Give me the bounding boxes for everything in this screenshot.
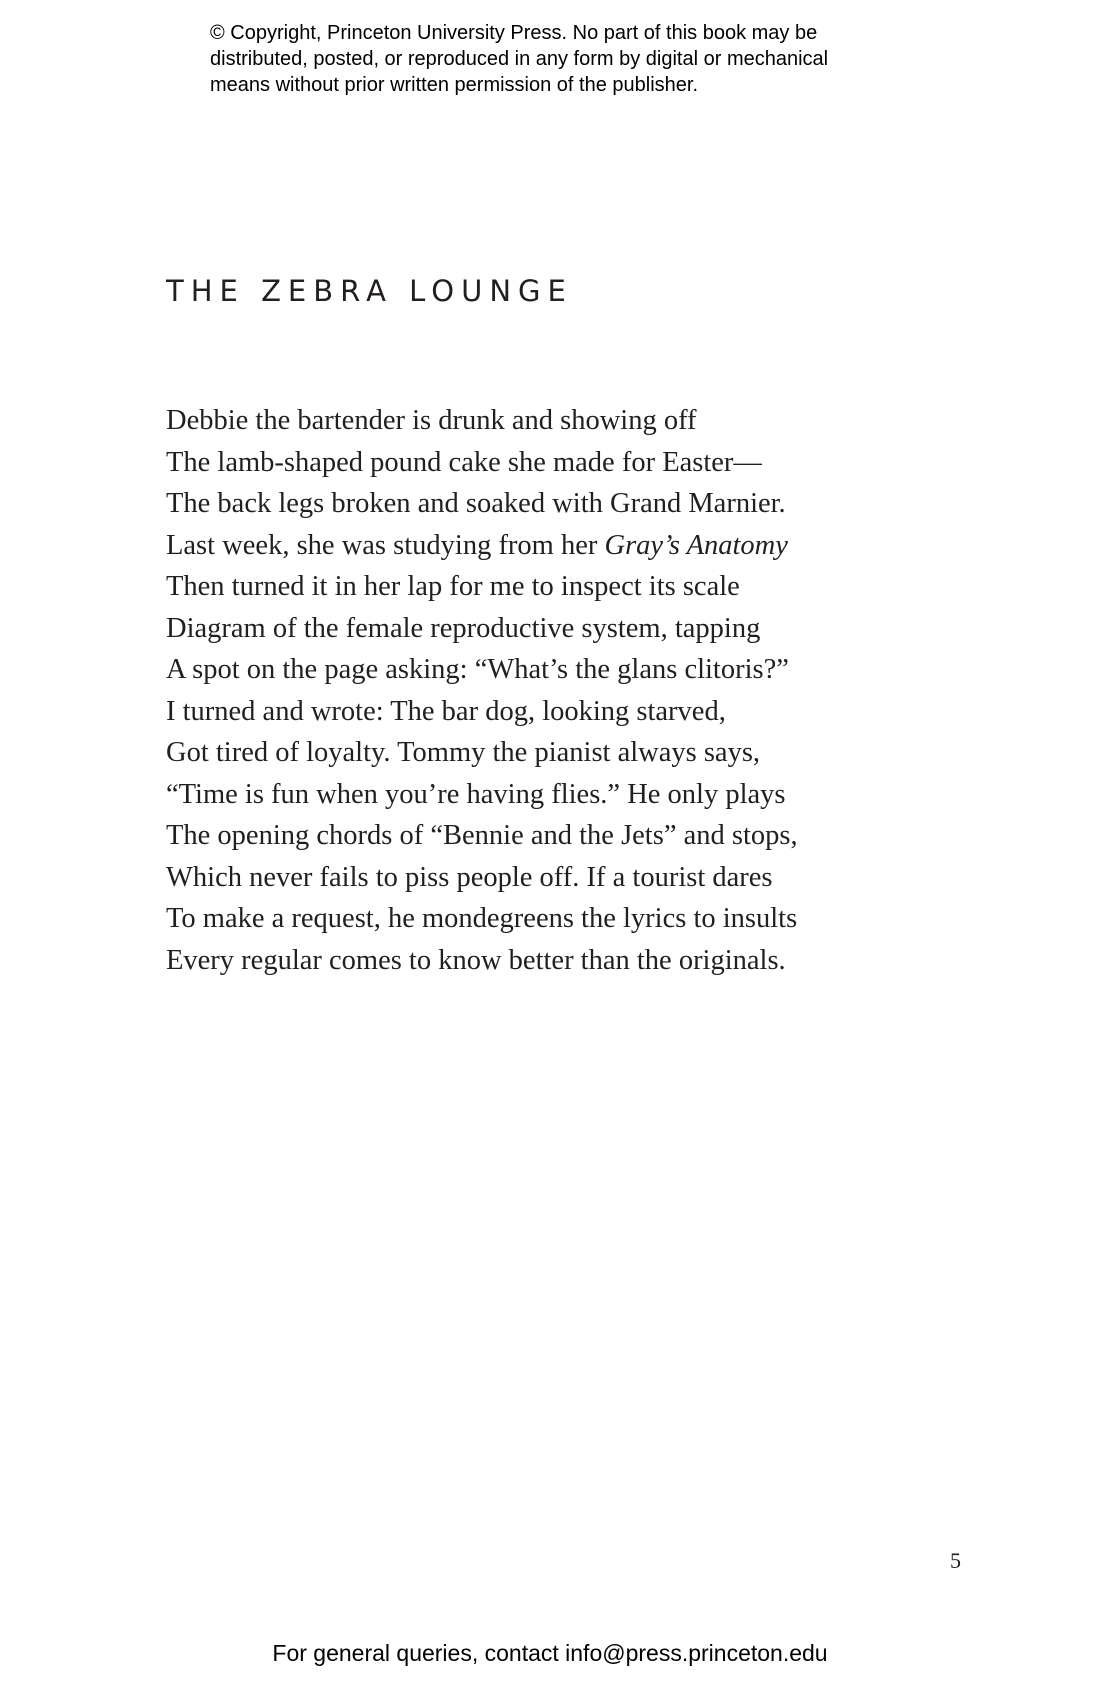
poem-line: Then turned it in her lap for me to inspect its scale (166, 571, 740, 602)
poem-line: Every regular comes to know better than the originals. (166, 944, 786, 976)
poem-line: Got tired of loyalty. Tommy the pianist always says, (166, 737, 761, 768)
poem-line: A spot on the page asking: “What’s the glans clitoris?” (166, 654, 789, 685)
copyright-notice (210, 20, 910, 98)
poem-title: THE ZEBRA LOUNGE (166, 274, 573, 308)
poem-line: The back legs broken and soaked with Grand Marnier. (166, 488, 786, 519)
poem-line: “Time is fun when you’re having flies.” He only plays (166, 778, 786, 810)
poem-line: To make a request, he mondegreens the lyrics to insults (166, 903, 798, 934)
poem-line-text: Last week, she was studying from her (166, 529, 605, 561)
poem-line (166, 525, 798, 567)
poem-line: I turned and wrote: The bar dog, looking starved, (166, 695, 726, 727)
poem-body (166, 400, 798, 981)
poem-line: Debbie the bartender is drunk and showing off (166, 405, 697, 436)
copyright-line: means without prior written permission of the publisher. (210, 74, 699, 96)
poem-line: The opening chords of “Bennie and the Jets” and stops, (166, 820, 798, 851)
copyright-line: distributed, posted, or reproduced in any form by digital or mechanical (210, 48, 829, 70)
page-number: 5 (950, 1548, 961, 1573)
book-title: Gray’s Anatomy (604, 529, 788, 561)
poem-line: Which never fails to piss people off. If a tourist dares (166, 861, 773, 893)
copyright-line: © Copyright, Princeton University Press. No part of this book may be (210, 22, 818, 44)
poem-line: The lamb-shaped pound cake she made for Easter— (166, 446, 762, 478)
footer-contact: For general queries, contact info@press.princeton.edu (272, 1640, 828, 1666)
poem-line: Diagram of the female reproductive system, tapping (166, 612, 761, 644)
